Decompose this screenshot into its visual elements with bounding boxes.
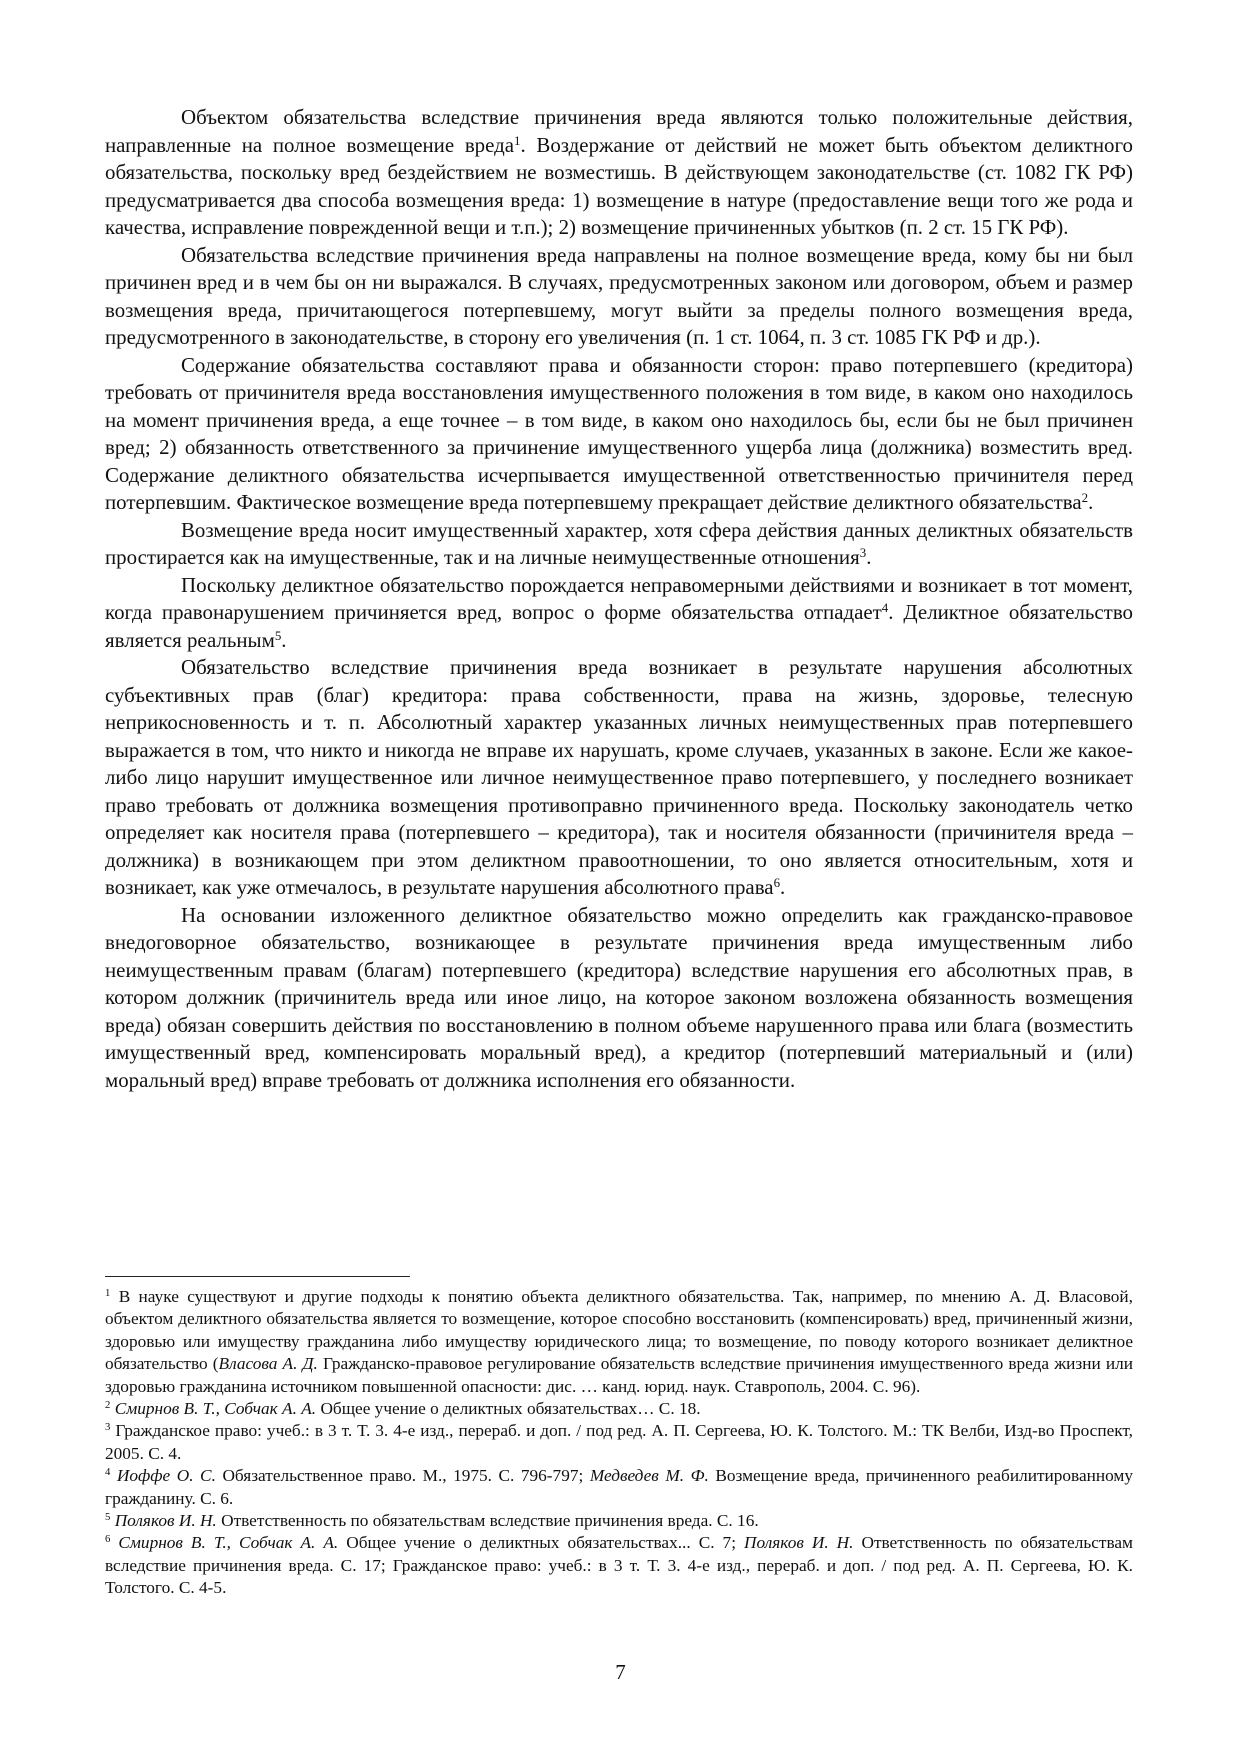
text-run: . xyxy=(780,875,786,899)
footnote-mark: 3 xyxy=(859,544,867,560)
italic-author: Поляков И. Н. xyxy=(744,1533,854,1553)
text-run: Объектом обязательства вследствие причинения вреда являются только положительные действия, направленные на полное возмещение вреда xyxy=(105,105,1133,157)
text-run: Общее учение о деликтных обязательствах... С. 7; xyxy=(338,1533,745,1553)
footnote-mark: 6 xyxy=(105,1533,111,1546)
footnote-item xyxy=(105,1420,1133,1465)
text-run: Гражданское право: учеб.: в 3 т. Т. 3. 4-е изд., перераб. и доп. / под ред. А. П. Сергеева, Ю. К. Толстого. М.: ТК Велби, Изд-во Проспект, 2005. С. 4. xyxy=(105,1421,1133,1463)
text-run: Ответственность по обязательствам вследствие причинения вреда. С. 16. xyxy=(216,1511,759,1531)
text-run: Содержание обязательства составляют права и обязанности сторон: право потерпевшего (кредитора) требовать от причинителя вреда восстановления имущественного положения в том виде, в каком оно находилось на момент причинения вреда, а еще точнее – в том виде, в каком оно находилось бы, если бы не был причинен вред; 2) обязанность ответственного за причинение имущественного ущерба лица (должника) возместить вред. Содержание деликтного обязательства исчерпывается имущественной ответственностью причинителя перед потерпевшим. Фактическое возмещение вреда потерпевшему прекращает действие деликтного обязательства xyxy=(105,352,1133,514)
text-run: Возмещение вреда, причиненного реабилитированному гражданину. С. 6. xyxy=(105,1466,1134,1508)
text-run: Ответственность по обязательствам вследствие причинения вреда. С. 17; Гражданское право: учеб.: в 3 т. Т. 3. 4-е изд., перераб. и доп. / под ред. А. П. Сергеева, Ю. К. Толстого. С. 4-5. xyxy=(105,1533,1133,1598)
footnote-mark: 5 xyxy=(105,1511,111,1524)
text-run: Обязательства вследствие причинения вреда направлены на полное возмещение вреда, кому бы ни был причинен вред и в чем бы он ни выражался. В случаях, предусмотренных законом или договором, объем и размер возмещения вреда, причитающегося потерпевшему, могут выйти за пределы полного возмещения вреда, предусмотренного в законодательстве, в сторону его увеличения (п. 1 ст. 1064, п. 3 ст. 1085 ГК РФ и др.). xyxy=(105,242,1133,349)
text-run: . xyxy=(281,627,287,652)
italic-author: Смирнов В. Т., Собчак А. А. xyxy=(118,1533,339,1553)
footnote-mark: 3 xyxy=(105,1421,111,1434)
footnote-mark: 4 xyxy=(105,1466,111,1479)
body-paragraph xyxy=(105,104,1133,242)
body-paragraph xyxy=(105,572,1133,655)
footnote-mark: 1 xyxy=(105,1287,111,1300)
footnote-mark: 2 xyxy=(105,1399,111,1412)
footnote-item xyxy=(105,1286,1133,1398)
text-run: . Деликтное обязательство является реальным xyxy=(105,600,1133,652)
body-paragraph xyxy=(105,902,1133,1095)
page-number: 7 xyxy=(615,1660,626,1684)
footnotes xyxy=(105,1286,1133,1600)
footnote-separator xyxy=(105,1276,410,1277)
body-paragraph xyxy=(105,654,1133,902)
text-run: На основании изложенного деликтное обязательство можно определить как гражданско-правовое внедоговорное обязательство, возникающее в результате причинения вреда имущественным либо неимущественным правам (благам) потерпевшего (кредитора) вследствие нарушения его абсолютных прав, в котором должник (причинитель вреда или иное лицо, на которое законом возложена обязанность возмещения вреда) обязан совершить действия по восстановлению в полном объеме нарушенного права или блага (возместить имущественный вред, компенсировать моральный вред), а кредитор (потерпевший материальный и (или) моральный вред) вправе требовать от должника исполнения его обязанности. xyxy=(105,902,1133,1092)
body-paragraph xyxy=(105,352,1133,517)
footnote-item xyxy=(105,1532,1133,1599)
footnote-mark: 2 xyxy=(1081,489,1089,505)
body-text xyxy=(105,104,1133,1094)
italic-author: Поляков И. Н. xyxy=(114,1511,217,1531)
text-run: Обязательство вследствие причинения вреда возникает в результате нарушения абсолютных субъективных прав (благ) кредитора: права собственности, права на жизнь, здоровье, телесную неприкосновенность и т. п. Абсолютный характер указанных личных неимущественных прав потерпевшего выражается в том, что никто и никогда не вправе их нарушать, кроме случаев, указанных в законе. Если же какое-либо лицо нарушит имущественное или личное неимущественное право потерпевшего, у последнего возникает право требовать от должника возмещения противоправно причиненного вреда. Поскольку законодатель четко определяет как носителя права (потерпевшего – кредитора), так и носителя обязанности (причинителя вреда – должника) в возникающем при этом деликтном правоотношении, то оно является относительным, хотя и возникает, как уже отмечалось, в результате нарушения абсолютного права xyxy=(105,655,1133,899)
footnote-mark: 6 xyxy=(773,874,781,890)
text-run: Обязательственное право. М., 1975. С. 796-797; xyxy=(215,1466,590,1486)
footnote-item xyxy=(105,1398,1133,1420)
body-paragraph xyxy=(105,242,1133,352)
footnote-item xyxy=(105,1465,1133,1510)
text-run: . Воздержание от действий не может быть объектом деликтного обязательства, поскольку вред бездействием не возместишь. В действующем законодательстве (ст. 1082 ГК РФ) предусматривается два способа возмещения вреда: 1) возмещение в натуре (предоставление вещи того же рода и качества, исправление поврежденной вещи и т.п.); 2) возмещение причиненных убытков (п. 2 ст. 15 ГК РФ). xyxy=(105,132,1133,239)
text-run: . xyxy=(866,545,872,569)
text-run: Поскольку деликтное обязательство порождается неправомерными действиями и возникает в тот момент, когда правонарушением причиняется вред, вопрос о форме обязательства отпадает xyxy=(105,572,1133,624)
text-run: В науке существуют и другие подходы к понятию объекта деликтного обязательства. Так, например, по мнению А. Д. Власовой, объектом деликтного обязательства является то возмещение, которое способно восстановить (компенсировать) вред, причиненный жизни, здоровью или имуществу гражданина либо имуществу юридического лица; то возмещение, по поводу которого возникает деликтное обязательство ( xyxy=(105,1287,1133,1374)
body-paragraph xyxy=(105,517,1133,572)
italic-author: Власова А. Д. xyxy=(218,1354,318,1374)
text-run: Возмещение вреда носит имущественный характер, хотя сфера действия данных деликтных обязательств простирается как на имущественные, так и на личные неимущественные отношения xyxy=(105,517,1133,569)
italic-author: Медведев М. Ф. xyxy=(589,1466,709,1486)
footnote-item xyxy=(105,1510,1133,1532)
italic-author: Смирнов В. Т., Собчак А. А. xyxy=(114,1399,317,1419)
footnote-mark: 5 xyxy=(274,627,282,643)
text-run: Общее учение о деликтных обязательствах… С. 18. xyxy=(316,1399,701,1419)
text-run: Гражданско-правовое регулирование обязательств вследствие причинения имущественного вреда жизни или здоровью гражданина источником повышенной опасности: дис. … канд. юрид. наук. Ставрополь, 2004. С. 96). xyxy=(105,1354,1133,1396)
italic-author: Иоффе О. С. xyxy=(116,1466,216,1486)
text-run: . xyxy=(1088,490,1094,514)
footnote-mark: 1 xyxy=(514,132,521,148)
footnote-mark: 4 xyxy=(881,599,889,615)
